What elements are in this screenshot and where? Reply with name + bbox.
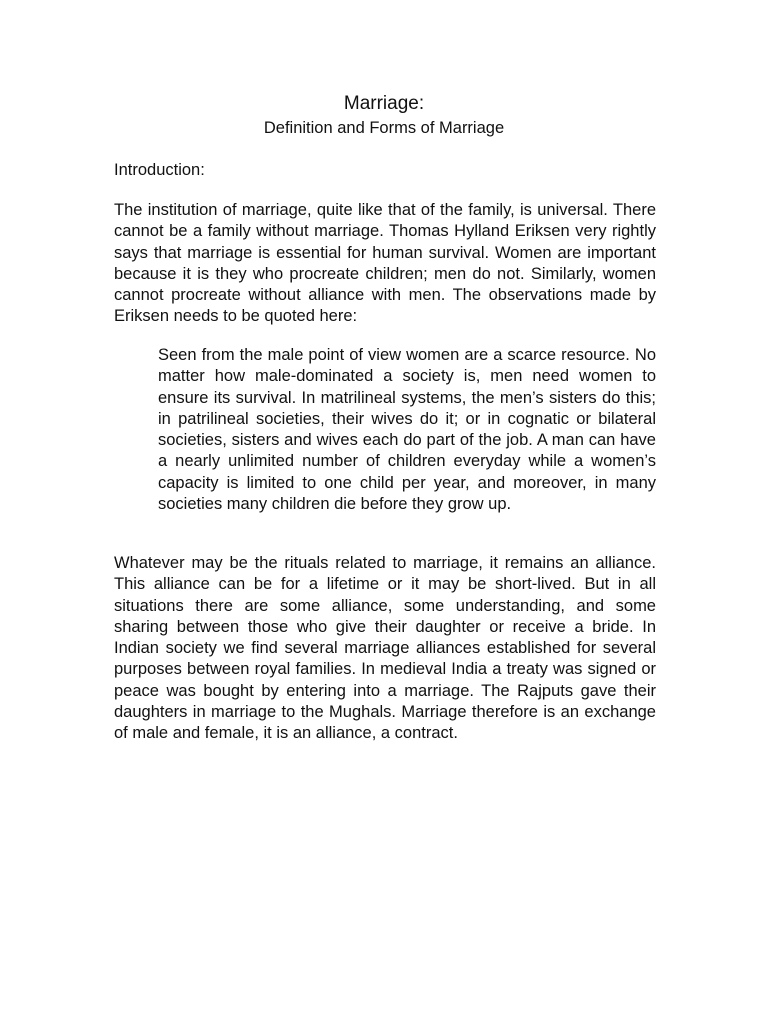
document-subtitle: Definition and Forms of Marriage (263, 119, 505, 137)
paragraph-introduction: The institution of marriage, quite like that of the family, is universal. There cannot be a family without marriage. Thomas Hylland Eriksen very rightly says that marriage is essential for human survival. Women are important because it is they who procreate children; men do not. Similarly, women cannot procreate without alliance with men. The observations made by Eriksen needs to be quoted here: (114, 201, 656, 326)
section-heading: Introduction: (114, 161, 205, 179)
paragraph-alliance: Whatever may be the rituals related to marriage, it remains an alliance. This alliance can be for a lifetime or it may be short-lived. But in all situations there are some alliance, some understanding, and some sharing between those who give their daughter or receive a bride. In Indian society we find several marriage alliances established for several purposes between royal families. In medieval India a treaty was signed or peace was bought by entering into a marriage. The Rajputs gave their daughters in marriage to the Mughals. Marriage therefore is an exchange of male and female, it is an alliance, a contract. (114, 554, 656, 743)
document-title: Marriage: (343, 93, 425, 114)
block-quote: Seen from the male point of view women are a scarce resource. No matter how male-dominated a society is, men need women to ensure its survival. In matrilineal systems, the men’s sisters do this; in patrilineal societies, their wives do it; or in cognatic or bilateral societies, sisters and wives each do part of the job. A man can have a nearly unlimited number of children everyday while a women’s capacity is limited to one child per year, and moreover, in many societies many children die before they grow up. (158, 346, 656, 514)
